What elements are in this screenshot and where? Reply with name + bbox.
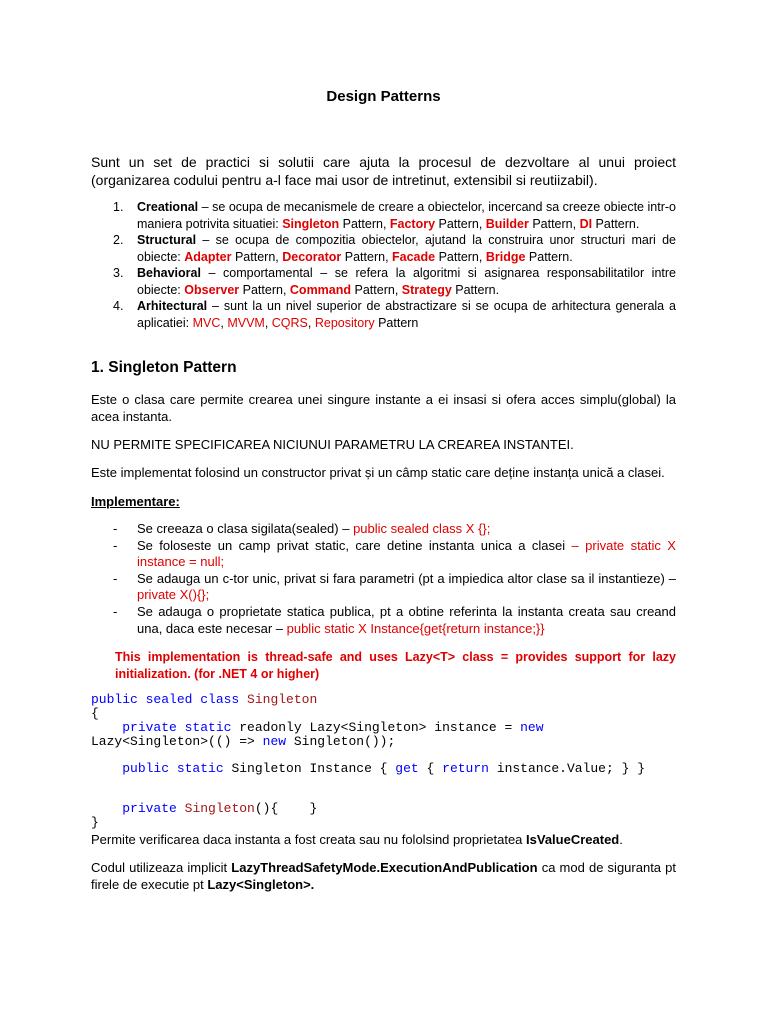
categories-list (91, 199, 676, 331)
section-paragraph: NU PERMITE SPECIFICAREA NICIUNUI PARAMETRU LA CREAREA INSTANTEI. (91, 437, 574, 452)
closing-paragraph: Codul utilizeaza implicit LazyThreadSafetyMode.ExecutionAndPublication ca mod de siguranta pt firele de executie pt Lazy<Singleton>. (91, 860, 676, 892)
closing-paragraph: Permite verificarea daca instanta a fost creata sau nu fololsind proprietatea IsValueCreated. (91, 832, 623, 847)
code-line: Lazy<Singleton>(() => new Singleton()); (91, 734, 396, 749)
code-line: { (91, 706, 99, 721)
page-title: Design Patterns (326, 88, 441, 105)
code-line: public static Singleton Instance { get { return instance.Value; } } (122, 761, 645, 776)
list-item: - Se foloseste un camp privat static, care detine instanta unica a clasei – private static X instance = null; (113, 537, 676, 570)
list-item: 4. Arhitectural – sunt la un nivel superior de abstractizare si se ocupa de arhitectura generala a aplicatiei: MVC, MVVM, CQRS, Repository Pattern (113, 299, 676, 330)
list-item: 1. Creational – se ocupa de mecanismele de creare a obiectelor, incercand sa creeze obiecte intr-o maniera potrivita situatiei: Singleton Pattern, Factory Pattern, Builder Pattern, DI Pattern. (113, 200, 676, 231)
code-line: private static readonly Lazy<Singleton> instance = new (122, 720, 544, 735)
list-item: 3. Behavioral – comportamental – se refera la algoritmi si asignarea responsabilitatilor intre obiecte: Observer Pattern, Command Pattern, Strategy Pattern. (113, 266, 676, 297)
thread-safety-note: This implementation is thread-safe and uses Lazy<T> class = provides support for lazy initialization. (for .NET 4 or higher) (115, 650, 676, 681)
implementation-heading: Implementare: (91, 494, 180, 509)
section-paragraph: Este o clasa care permite crearea unei singure instante a ei insasi si ofera acces simplu(global) la acea instanta. (91, 392, 676, 424)
code-line: public sealed class Singleton (91, 692, 318, 707)
list-item: - Se adauga un c-tor unic, privat si fara parametri (pt a impiedica altor clase sa il instantieze) – private X(){}; (113, 570, 676, 603)
intro-paragraph: Sunt un set de practici si solutii care ajuta la procesul de dezvoltare al unui proiect (organizarea codului pentru a-l face mai usor de intretinut, extensibil si reutiizabil). (91, 154, 676, 188)
code-line: } (91, 815, 99, 830)
implementation-list (91, 521, 676, 637)
section-title: 1. Singleton Pattern (91, 359, 237, 376)
code-line: private Singleton(){ } (122, 801, 318, 816)
list-item: - Se adauga o proprietate statica publica, pt a obtine referinta la instanta creata sau creand una, daca este necesar – public static X Instance{get{return instance;}} (113, 603, 676, 636)
list-item: - Se creeaza o clasa sigilata(sealed) – public sealed class X {}; (113, 521, 491, 536)
list-item: 2. Structural – se ocupa de compozitia obiectelor, ajutand la construira unor structuri mari de obiecte: Adapter Pattern, Decorator Pattern, Facade Pattern, Bridge Pattern. (113, 233, 676, 264)
section-paragraph: Este implementat folosind un constructor privat și un câmp static care deține instanța unică a clasei. (91, 465, 665, 480)
